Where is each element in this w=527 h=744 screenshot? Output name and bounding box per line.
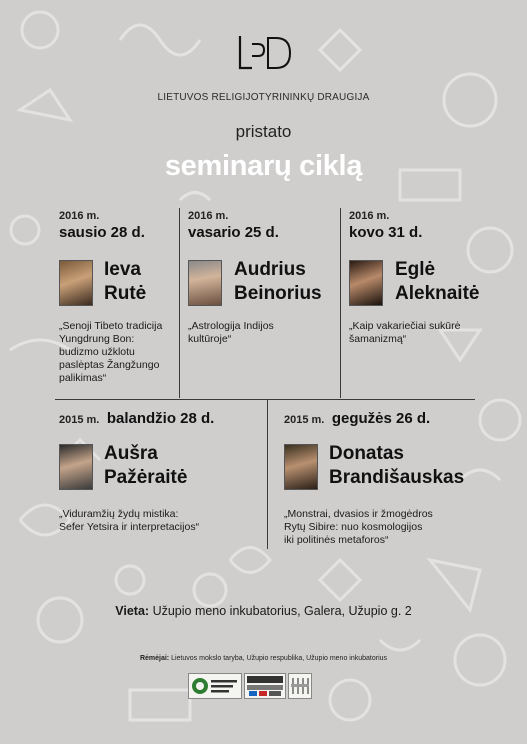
speaker-name: Donatas Brandišauskas [329, 443, 465, 488]
seminar-year: 2016 m. [188, 210, 229, 222]
seminar-year: 2015 m. [59, 414, 100, 426]
divider [340, 208, 341, 398]
talk-title: „Kaip vakariečiai sukūrė šamanizmą“ [349, 320, 461, 345]
organization-name: LIETUVOS RELIGIJOTYRININKŲ DRAUGIJA [157, 92, 370, 103]
seminar-year: 2016 m. [59, 210, 100, 222]
speaker-name: Ieva Rutė [104, 259, 147, 304]
speaker-photo [188, 260, 222, 306]
divider [267, 399, 268, 549]
seminar-date: balandžio 28 d. [106, 410, 215, 427]
speaker-photo [59, 260, 93, 306]
seminar-card [188, 210, 338, 241]
seminar-date: vasario 25 d. [188, 224, 279, 241]
seminar-date: kovo 31 d. [349, 224, 423, 241]
speaker-name: Aušra Pažėraitė [104, 443, 188, 488]
sponsors-line [0, 655, 527, 662]
seminar-card [284, 410, 504, 428]
sponsors-text: Lietuvos mokslo taryba, Užupio respublika, Užupio meno inkubatorius [171, 655, 388, 662]
talk-title: „Senoji Tibeto tradicija Yungdrung Bon: budizmo užklotu paslėptas Žangžungo palikimas“ [59, 320, 163, 384]
talk-title: „Viduramžių žydų mistika: Sefer Yetsira ir interpretacijos“ [59, 508, 200, 533]
venue-label: Vieta: [115, 604, 150, 618]
speaker-name: Audrius Beinorius [234, 259, 322, 304]
speaker-photo [59, 444, 93, 490]
speaker-photo [284, 444, 318, 490]
seminar-year: 2016 m. [349, 210, 390, 222]
venue-text: Užupio meno inkubatorius, Galera, Užupio g. 2 [152, 604, 412, 618]
seminar-card [59, 410, 264, 428]
talk-title: „Monstrai, dvasios ir žmogėdros Rytų Sibire: nuo kosmologijos iki politinės metaforos“ [284, 508, 433, 546]
page-title: seminarų ciklą [164, 150, 363, 182]
speaker-name: Eglė Aleknaitė [395, 259, 480, 304]
speaker-photo [349, 260, 383, 306]
presents-text: pristato [235, 122, 292, 141]
divider [55, 399, 475, 400]
seminar-year: 2015 m. [284, 414, 325, 426]
uzupio-meno-inkubatorius-logo [288, 673, 312, 699]
venue-line [0, 604, 527, 618]
seminar-date: sausio 28 d. [59, 224, 145, 241]
seminar-card [349, 210, 499, 241]
uzupio-respublika-logo [244, 673, 286, 699]
lrd-logo [236, 34, 292, 70]
talk-title: „Astrologija Indijos kultūroje“ [188, 320, 274, 345]
seminar-card [59, 210, 177, 241]
seminar-date: gegužės 26 d. [331, 410, 431, 427]
divider [179, 208, 180, 398]
lietuvos-mokslo-taryba-logo [188, 673, 242, 699]
sponsors-label: Rėmėjai: [139, 655, 170, 662]
